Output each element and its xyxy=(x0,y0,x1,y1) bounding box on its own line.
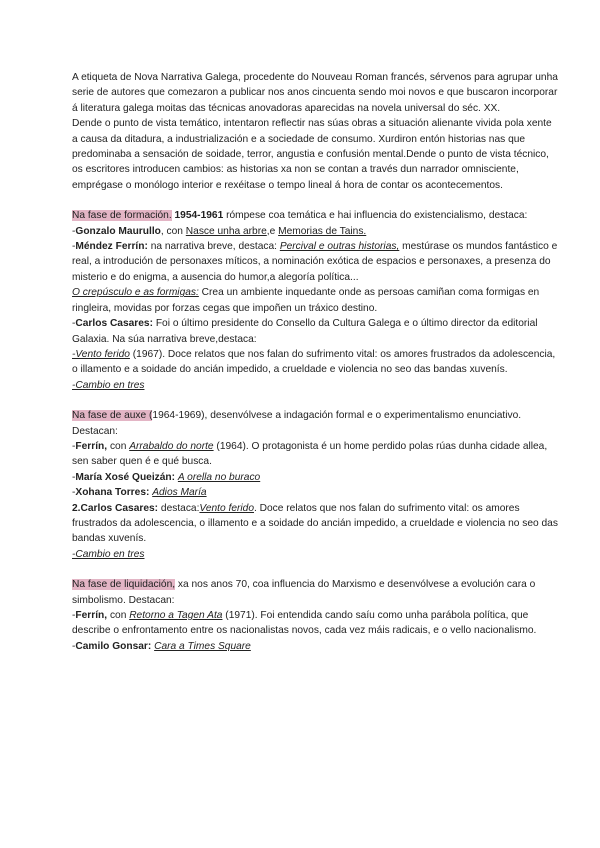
entry-text: (1964). O protagonista é un home perdido polas rúas dunha cidade allea, sen saber quen é e qué busca. xyxy=(72,440,548,468)
author-name: Camilo Gonsar: xyxy=(75,640,152,652)
entry-auxe-ferrin xyxy=(72,439,560,470)
author-name: Carlos Casares: xyxy=(75,318,153,330)
entry-torres xyxy=(72,485,560,500)
entry-text: mestúrase os mundos fantástico e real, a introdución de personaxes míticos, a nominación exótica de espacios e personaxes, a presenza do misterio e do enigma, a ausencia do humor,a alegoría política... xyxy=(72,241,558,283)
formacion-dates: 1954-1961 xyxy=(174,210,224,222)
work-title: Nasce unha arbre xyxy=(185,225,267,237)
separator: ,e xyxy=(266,225,279,237)
entry-text: con xyxy=(107,610,130,621)
formacion-intro xyxy=(72,208,560,223)
intro-paragraph-1: A etiqueta de Nova Narrativa Galega, procedente do Nouveau Roman francés, sérvenos para agrupar unha serie de autores que comezaron a publicar nos anos cincuenta sendo moi novos e que buscaron incorporar á literatura galega moitas das técnicas anovadoras aparecidas na novela universal do séc. XX. xyxy=(72,72,558,114)
entry-queizan xyxy=(72,470,560,485)
dash: - xyxy=(72,440,76,452)
work-title: Memorias de Tains. xyxy=(278,225,367,237)
formacion-heading: Na fase de formación. xyxy=(72,210,172,222)
entry-text: Foi o último presidente do Consello da Cultura Galega e o último director da editorial Galaxia. Na súa narrativa breve,destaca: xyxy=(72,318,538,345)
auxe-intro-text: 1964-1969), desenvólvese a indagación formal e o experimentalismo enunciativo. Destacan: xyxy=(72,410,522,437)
section-formacion xyxy=(72,208,560,393)
entry-vento-ferido xyxy=(72,347,560,378)
author-name: Ferrín, xyxy=(75,610,108,621)
auxe-intro xyxy=(72,408,560,439)
author-name: 2.Carlos Casares: xyxy=(72,502,159,514)
dash: - xyxy=(72,241,76,253)
work-title: -Vento ferido xyxy=(72,348,130,360)
dash: - xyxy=(72,225,76,237)
entry-text: Crea un ambiente inquedante onde as persoas camiñan coma formigas en ringleira, movidas por forzas cegas que impoñen un tráxico destino. xyxy=(72,287,540,314)
liquidacion-heading: Na fase de liquidación, xyxy=(72,579,176,591)
liquidacion-intro-text: xa nos anos 70, coa influencia do Marxismo e desenvólvese a evolución cara o simbolismo. Destacan: xyxy=(72,579,536,606)
work-title: Arrabaldo do norte xyxy=(129,440,214,452)
work-title: Percival e outras historias, xyxy=(279,241,400,253)
entry-text: na narrativa breve, destaca: xyxy=(147,241,280,253)
entry-maurullo xyxy=(72,224,560,239)
section-auxe xyxy=(72,408,560,562)
author-name: María Xosé Queizán: xyxy=(75,471,176,483)
intro-paragraph-2: Dende o punto de vista temático, intentaron reflectir nas súas obras a situación alienante vivida pola xente a causa da ditadura, a industrialización e a sociedade de consumo. Xurdiron entón historias nas que predominaba a sensación de soidade, terror, angustia e confusión mental.Dende o punto de vista técnico, os escritores introducen cambios: as historias xa non se contan a través dun narrador omnisciente, emprégase o monólogo interior e rexéitase o tempo lineal á hora de contar os acontecementos. xyxy=(72,118,552,191)
author-name: Gonzalo Maurullo xyxy=(75,225,161,237)
dash: - xyxy=(72,471,76,483)
entry-mendez-ferrin xyxy=(72,239,560,285)
dash: - xyxy=(72,487,76,499)
entry-text: . Doce relatos que nos falan do sufrimento vital: os amores frustrados da adolescencia, o illamento e a soidade do ancián impedido, a crueldade e violencia no seo das bandas xuvenís. xyxy=(72,502,558,545)
work-title: -Cambio en tres xyxy=(72,548,145,560)
liquidacion-intro xyxy=(72,577,560,608)
separator: , con xyxy=(160,225,186,237)
entry-text: con xyxy=(107,440,130,452)
formacion-intro-text: rómpese coa temática e hai influencia do existencialismo, destaca: xyxy=(223,210,528,222)
entry-cambio-en-tres xyxy=(72,378,560,393)
dash: - xyxy=(72,610,76,621)
auxe-heading: Na fase de auxe ( xyxy=(72,410,153,422)
dash: - xyxy=(72,640,76,652)
work-title: Retorno a Tagen Ata xyxy=(129,610,223,621)
entry-auxe-casares xyxy=(72,501,560,547)
author-name: Méndez Ferrín: xyxy=(75,241,148,253)
entry-text: (1967). Doce relatos que nos falan do sufrimento vital: os amores frustrados da adolescencia, o illamento e a soidade do ancián impedido, a crueldade e violencia no seo das bandas xuvenís. xyxy=(72,348,556,376)
author-name: Xohana Torres: xyxy=(75,487,150,499)
work-title: Cara a Times Square xyxy=(154,640,251,652)
entry-liquidacion-ferrin xyxy=(72,608,560,639)
author-name: Ferrín, xyxy=(75,440,108,452)
entry-crepusculo xyxy=(72,285,560,316)
entry-auxe-cambio xyxy=(72,547,560,562)
section-liquidacion xyxy=(72,577,560,654)
entry-text: (1971). Foi entendida cando saíu como unha parábola política, que describe o enfrontamento entre os nacionalistas novos, cada vez máis radicais, e o vello nacionalismo. xyxy=(72,610,537,637)
work-title: -Cambio en tres xyxy=(72,379,145,391)
entry-gonsar xyxy=(72,639,560,654)
work-title: A orella no buraco xyxy=(177,471,261,483)
work-title: Adios María xyxy=(152,487,207,499)
dash: - xyxy=(72,318,76,330)
work-title: O crepúsculo e as formigas: xyxy=(72,287,199,299)
entry-carlos-casares xyxy=(72,316,560,347)
entry-text: destaca: xyxy=(158,502,200,514)
work-title: Vento ferido xyxy=(199,502,254,514)
